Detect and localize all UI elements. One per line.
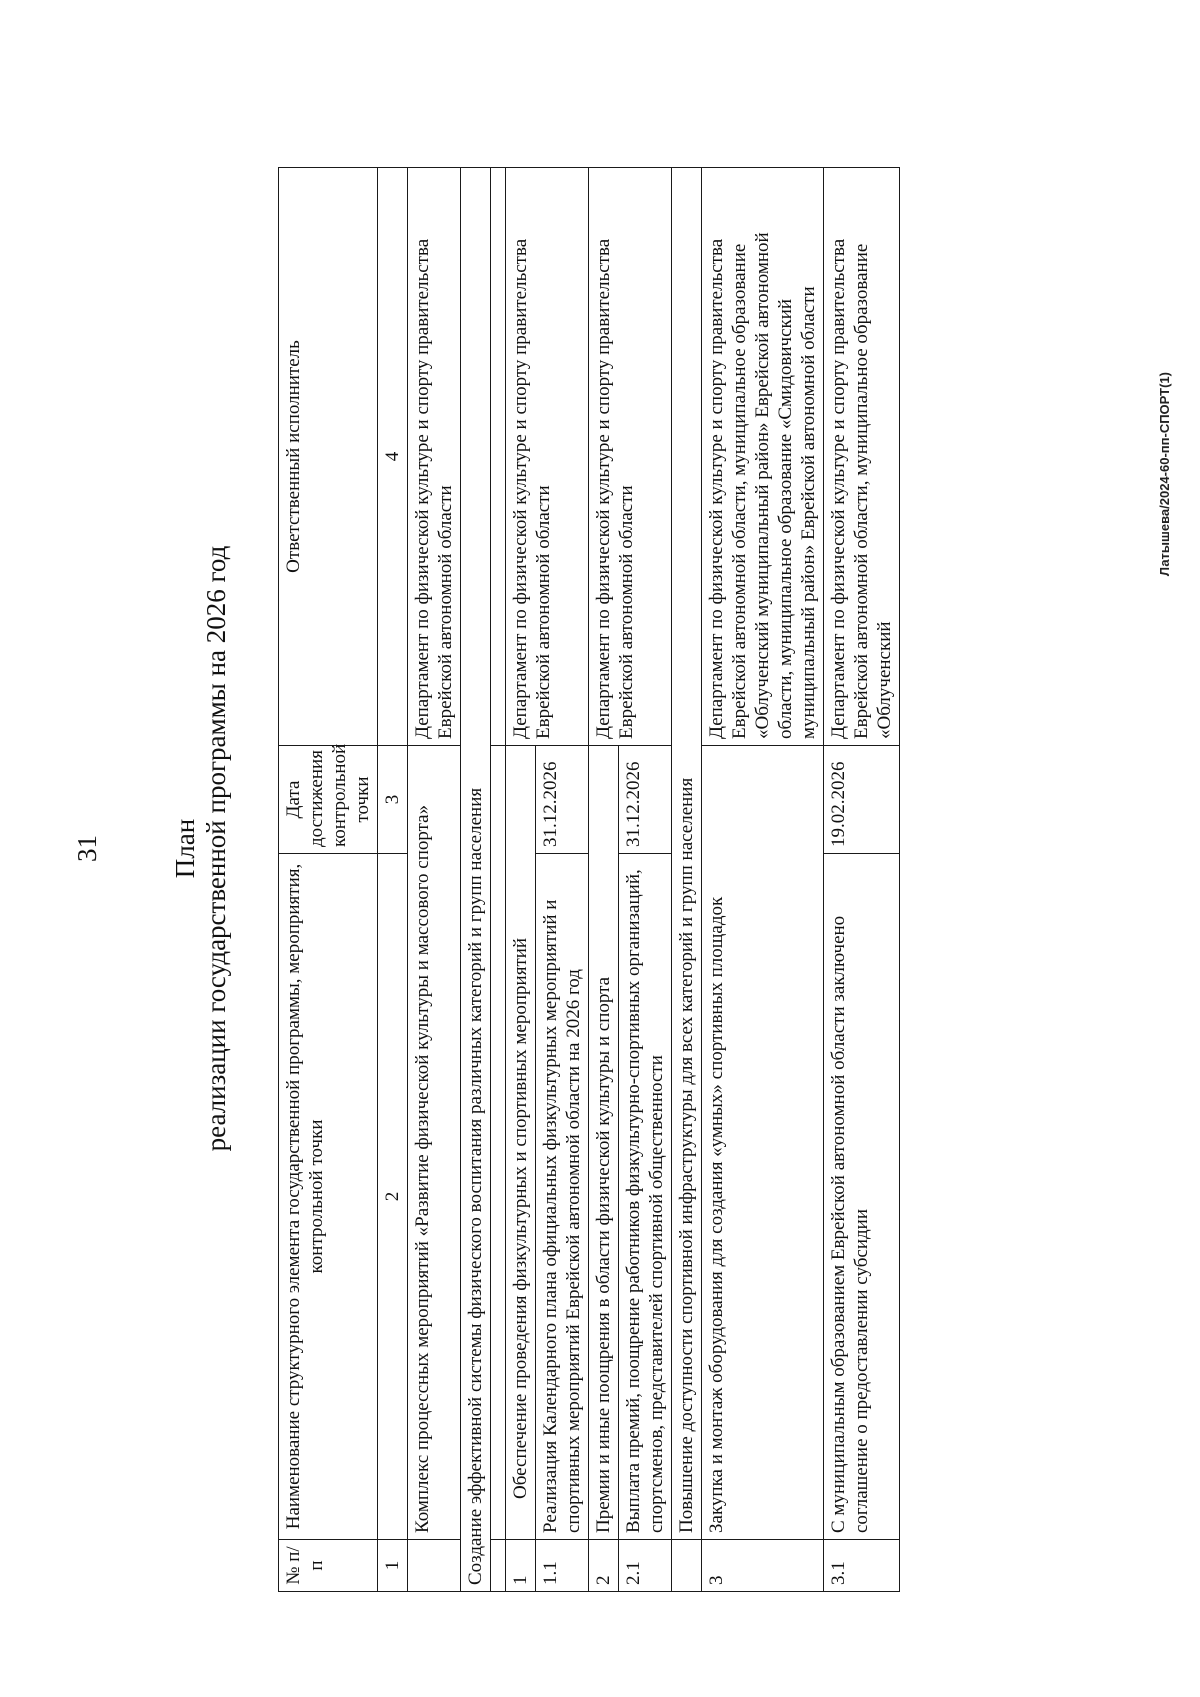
header-row: [279, 168, 378, 1592]
row-name: Обеспечение проведения физкультурных и спортивных мероприятий: [506, 746, 536, 1540]
header-col-name: Наименование структурного элемента государственной программы, мероприятия, контрольной точки: [279, 854, 378, 1540]
header-col-date: Дата достижения контрольной точки: [279, 746, 378, 854]
row-date: 31.12.2026: [536, 746, 589, 854]
header-number-2: 2: [378, 854, 408, 1540]
header-number-4: 4: [378, 168, 408, 746]
title-line-1: План: [170, 818, 200, 879]
plan-table: [278, 167, 900, 1592]
table-row: [408, 168, 461, 1592]
row-executor: Департамент по физической культуре и спорту правительства Еврейской автономной области: [589, 168, 672, 746]
header-col-number: № п/п: [279, 1540, 378, 1592]
complex-name: Комплекс процессных мероприятий «Развитие физической культуры и массового спорта»: [408, 746, 461, 1540]
row-date: 31.12.2026: [619, 746, 672, 854]
table-row: [589, 168, 619, 1592]
page-number: 31: [72, 835, 102, 862]
header-number-1: 1: [378, 1540, 408, 1592]
row-date: 19.02.2026: [824, 746, 900, 854]
document-title: [170, 0, 232, 1697]
header-numbers-row: [378, 168, 408, 1592]
row-number: 2: [589, 1540, 619, 1592]
table-row: [702, 168, 824, 1592]
row-number: 2.1: [619, 1540, 672, 1592]
row-name: Выплата премий, поощрение работников физкультурно-спортивных организаций, спортсменов, представителей спортивной общественности: [619, 854, 672, 1540]
row-executor: Департамент по физической культуре и спорту правительства Еврейской автономной области, муниципальное образование «Облученский муниципальный район» Еврейской автономной области, муниципальное образование «Смидовичский муниципальный район» Еврейской автономной области: [702, 168, 824, 746]
row-number: 1.1: [536, 1540, 589, 1592]
row-name: Премии и иные поощрения в области физической культуры и спорта: [589, 746, 619, 1540]
header-col-executor: Ответственный исполнитель: [279, 168, 378, 746]
row-name: С муниципальным образованием Еврейской автономной области заключено соглашение о предоставлении субсидии: [824, 854, 900, 1540]
document-code: Латышева/2024-60-пп-СПОРТ(1): [1157, 372, 1172, 577]
header-number-3: 3: [378, 746, 408, 854]
row-name: Реализация Календарного плана официальных физкультурных мероприятий и спортивных мероприятий Еврейской автономной области на 2026 год: [536, 854, 589, 1540]
task-2: Повышение доступности спортивной инфраструктуры для всех категорий и групп населения: [672, 168, 702, 1540]
row-number: 3.1: [824, 1540, 900, 1592]
task-row: [672, 168, 702, 1592]
row-number: 3: [702, 1540, 824, 1592]
row-executor: Департамент по физической культуре и спорту правительства Еврейской автономной области, муниципальное образование «Облученский: [824, 168, 900, 746]
title-line-2: реализации государственной программы на 2026 год: [201, 545, 231, 1152]
complex-executor: Департамент по физической культуре и спорту правительства Еврейской автономной области: [408, 168, 461, 746]
row-number: 1: [506, 1540, 536, 1592]
task-1: Создание эффективной системы физического воспитания различных категорий и групп населения: [461, 168, 491, 1592]
table-row: [506, 168, 536, 1592]
row-executor: Департамент по физической культуре и спорту правительства Еврейской автономной области: [506, 168, 589, 746]
table-row: [824, 168, 900, 1592]
row-name: Закупка и монтаж оборудования для создания «умных» спортивных площадок: [702, 746, 824, 1540]
task-row: [461, 168, 491, 1592]
